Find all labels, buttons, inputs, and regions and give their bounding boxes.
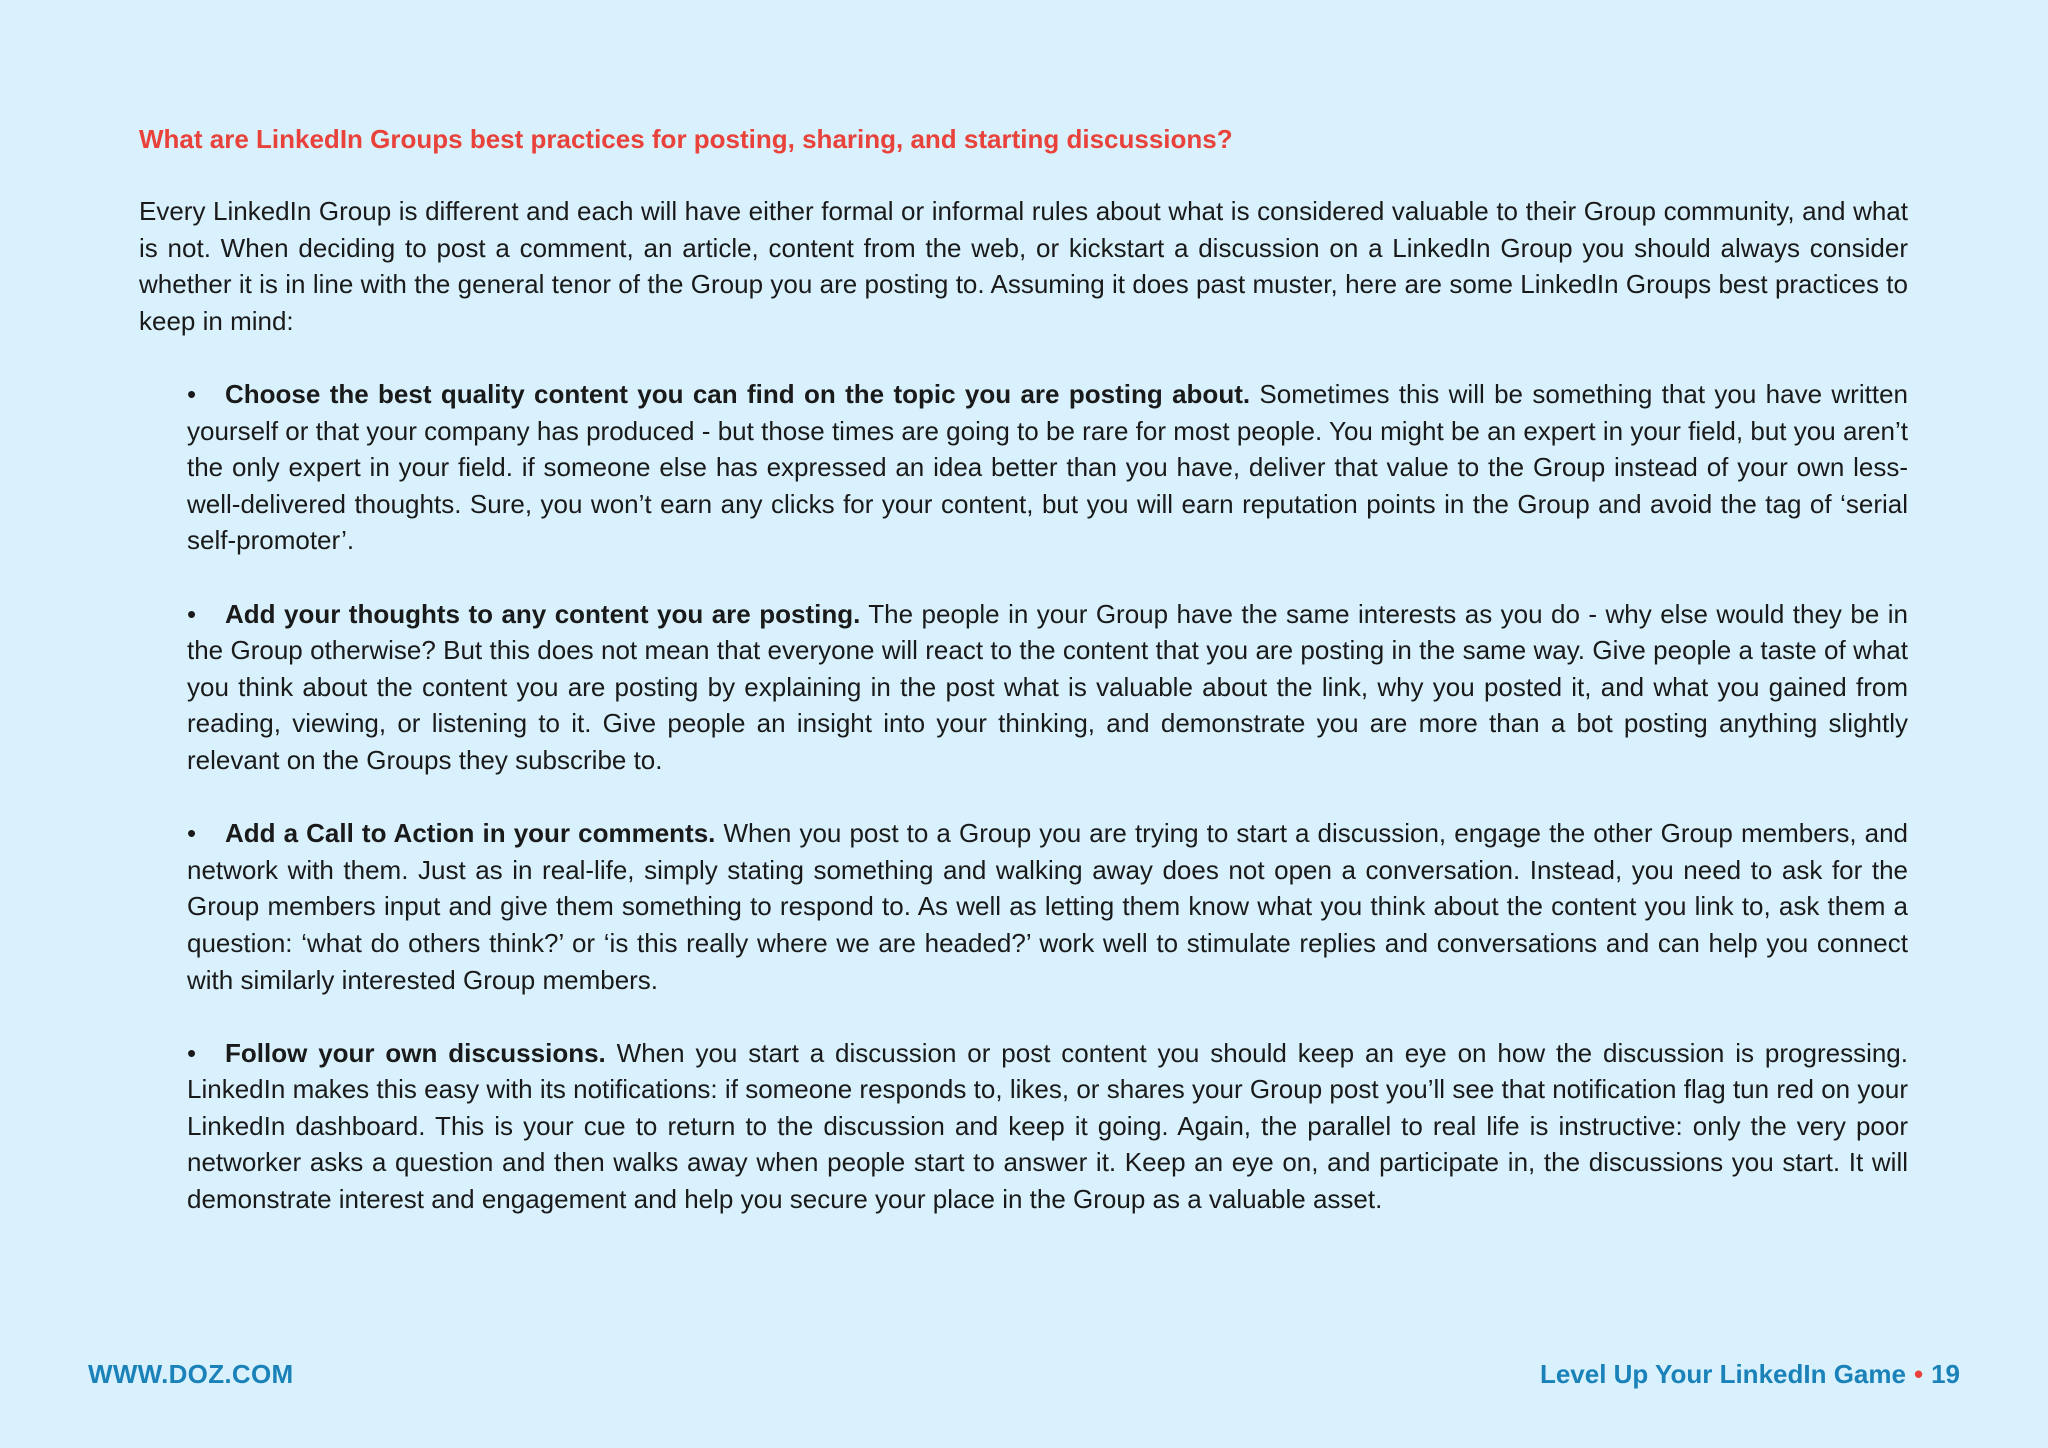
list-item-body: Sometimes this will be something that you have written yourself or that your company has produced - but those times are going to be rare for most people. You might be an expert in your field, but you aren’t the only expert in your field. if someone else has expressed an idea better than you have, deliver that value to the Group instead of your own less-well-delivered thoughts. Sure, you won’t earn any clicks for your content, but you will earn reputation points in the Group and avoid the tag of ‘serial self-promoter’. [187,379,1908,556]
list-item-body: The people in your Group have the same interests as you do - why else would they be in the Group otherwise? But this does not mean that everyone will react to the content that you are posting in the same way. Give people a taste of what you think about the content you are posting by explaining in the post what is valuable about the link, why you posted it, and what you gained from reading, viewing, or listening to it. Give people an insight into your thinking, and demonstrate you are more than a bot posting anything slightly relevant on the Groups they subscribe to. [187,598,1908,775]
footer-title: Level Up Your LinkedIn Game [1539,1359,1906,1389]
bullet-icon: • [187,598,197,629]
list-item [187,376,1908,559]
list-item [187,815,1908,998]
footer-website-link[interactable]: WWW.DOZ.COM [88,1359,294,1389]
footer-separator: • [1913,1359,1924,1389]
section-heading: What are LinkedIn Groups best practices for posting, sharing, and starting discussions? [139,124,1233,154]
list-item-lead: Choose the best quality content you can find on the topic you are posting about. [225,379,1251,409]
list-item [187,596,1908,779]
intro-paragraph: Every LinkedIn Group is different and each will have either formal or informal rules about what is considered valuable to their Group community, and what is not. When deciding to post a comment, an article, content from the web, or kickstart a discussion on a LinkedIn Group you should always consider whether it is in line with the general tenor of the Group you are posting to. Assuming it does past muster, here are some LinkedIn Groups best practices to keep in mind: [139,196,1908,336]
bullet-icon: • [187,818,197,849]
list-item-lead: Add your thoughts to any content you are posting. [225,598,861,629]
list-item-body: When you start a discussion or post content you should keep an eye on how the discussion is progressing. LinkedIn makes this easy with its notifications: if someone responds to, likes, or shares your Group post you’ll see that notification flag tun red on your LinkedIn dashboard. This is your cue to return to the discussion and keep it going. Again, the parallel to real life is instructive: only the very poor networker asks a question and then walks away when people start to answer it. Keep an eye on, and participate in, the discussions you start. It will demonstrate interest and engagement and help you secure your place in the Group as a valuable asset. [187,1037,1908,1215]
list-item-lead: Follow your own discussions. [225,1037,606,1068]
best-practices-list [187,376,1908,1254]
page-number: 19 [1931,1359,1960,1389]
list-item [187,1035,1908,1218]
list-item-lead: Add a Call to Action in your comments. [225,818,716,849]
list-item-body: When you post to a Group you are trying to start a discussion, engage the other Group members, and network with them. Just as in real-life, simply stating something and walking away does not open a conversation. Instead, you need to ask for the Group members input and give them something to respond to. As well as letting them know what you think about the content you link to, ask them a question: ‘what do others think?’ or ‘is this really where we are headed?’ work well to stimulate replies and conversations and can help you connect with similarly interested Group members. [187,818,1908,995]
footer-page-info [1540,1359,1960,1390]
bullet-icon: • [187,1037,197,1068]
bullet-icon: • [187,379,197,409]
